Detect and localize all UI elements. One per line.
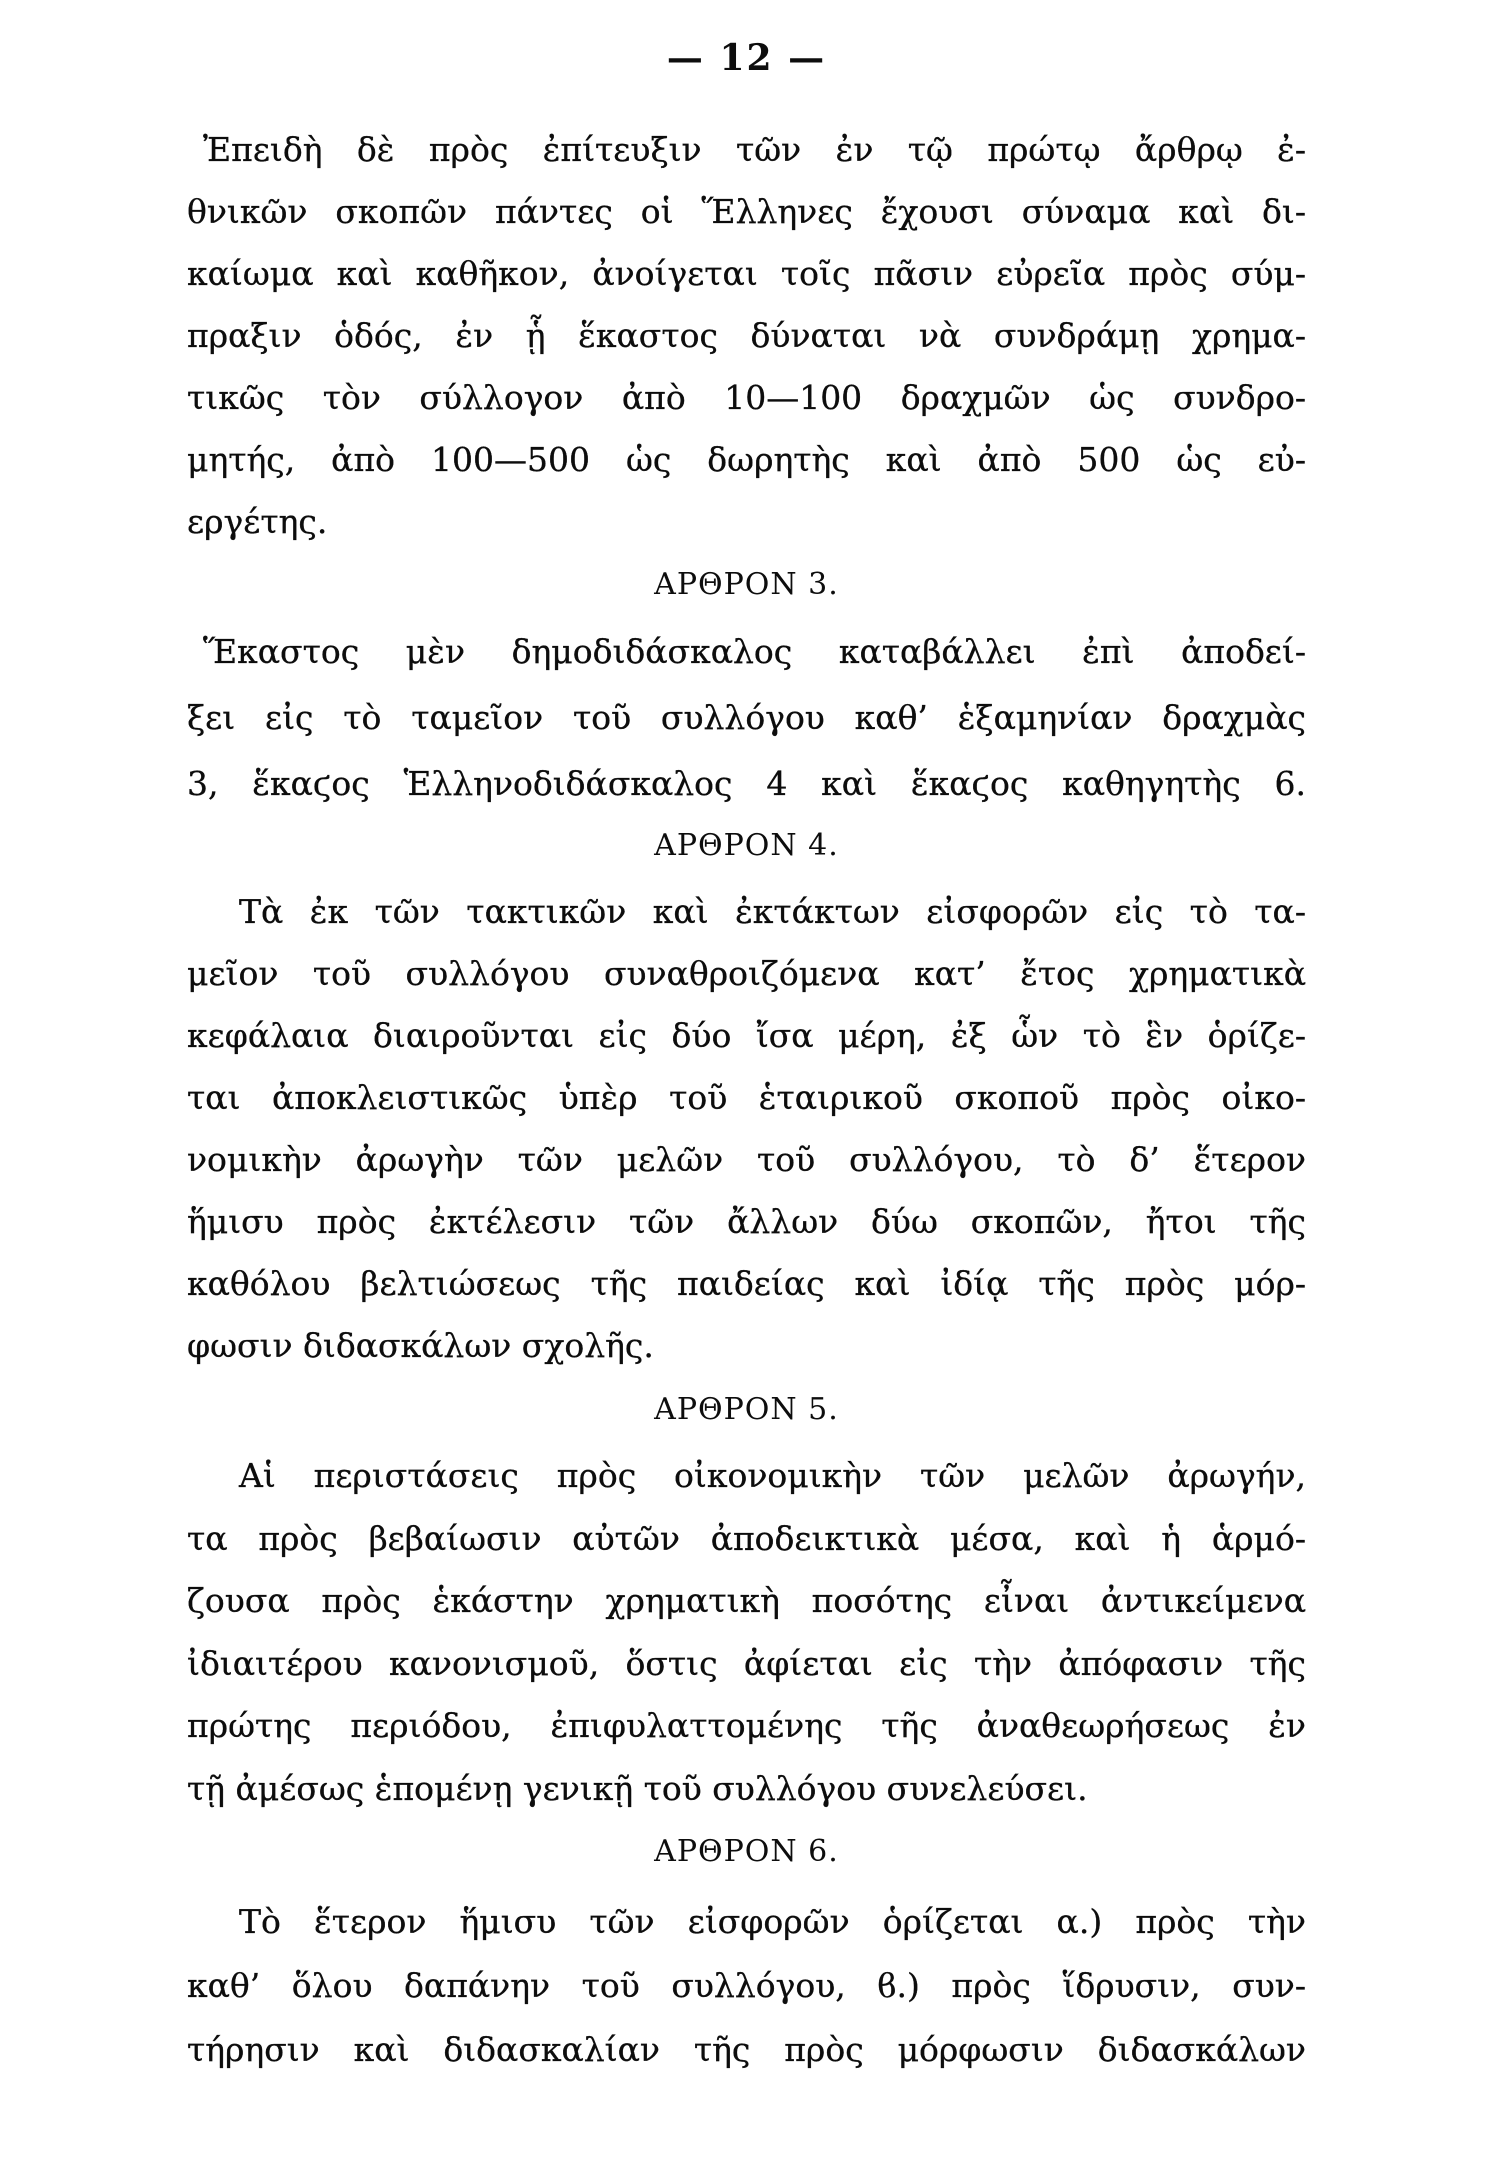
text-line: πρώτης περιόδου, ἐπιφυλαττομένης τῆς ἀναθεωρήσεως ἐν [187,1706,1306,1745]
text-line: Αἱ περιστάσεις πρὸς οἰκονομικὴν τῶν μελῶν ἀρωγήν, [239,1456,1306,1495]
article-paragraph [187,1890,1306,2082]
article-heading: ΑΡΘΡΟΝ 4. [654,828,839,863]
text-line: ζουσα πρὸς ἑκάστην χρηματικὴ ποσότης εἶναι ἀντικείμενα [187,1581,1306,1620]
text-line: φωσιν διδασκάλων σχολῆς. [187,1326,654,1365]
text-line: καθ’ ὅλου δαπάνην τοῦ συλλόγου, ϐ.) πρὸς ἵδρυσιν, συν- [187,1966,1306,2005]
page-number-header: — 12 — [666,37,827,79]
text-line: ἥμισυ πρὸς ἐκτέλεσιν τῶν ἄλλων δύω σκοπῶν, ἤτοι τῆς [187,1202,1306,1241]
text-line: Τὸ ἕτερον ἥμισυ τῶν εἰσφορῶν ὁρίζεται α.) πρὸς τὴν [239,1902,1306,1941]
text-line: πραξιν ὁδός, ἐν ᾗ ἕκαστος δύναται νὰ συνδράμῃ χρημα- [187,316,1306,355]
intro-paragraph [187,119,1306,553]
article-paragraph [187,881,1306,1377]
text-line: Τὰ ἐκ τῶν τακτικῶν καὶ ἐκτάκτων εἰσφορῶν εἰς τὸ τα- [239,892,1306,931]
text-line: θνικῶν σκοπῶν πάντες οἱ Ἕλληνες ἔχουσι σύναμα καὶ δι- [187,192,1306,231]
text-line: εργέτης. [187,502,328,541]
text-line: τα πρὸς βεβαίωσιν αὐτῶν ἀποδεικτικὰ μέσα, καὶ ἡ ἁρμό- [187,1518,1306,1558]
text-line: καθόλου βελτιώσεως τῆς παιδείας καὶ ἰδίᾳ τῆς πρὸς μόρ- [187,1264,1306,1303]
text-line: μεῖον τοῦ συλλόγου συναθροιζόμενα κατ’ ἔτος χρηματικὰ [187,954,1306,993]
text-line: κεφάλαια διαιροῦνται εἰς δύο ἴσα μέρη, ἐξ ὧν τὸ ἓν ὁρίζε- [187,1016,1306,1055]
text-line: ἰδιαιτέρου κανονισμοῦ, ὅστις ἀφίεται εἰς τὴν ἀπόφασιν τῆς [187,1643,1306,1683]
text-line: τήρησιν καὶ διδασκαλίαν τῆς πρὸς μόρφωσιν διδασκάλων [187,2030,1306,2069]
text-line: 3, ἕκαϛος Ἑλληνοδιδάσκαλος 4 καὶ ἕκαϛος καθηγητὴς 6. [187,764,1306,803]
text-line: μητής, ἀπὸ 100—500 ὡς δωρητὴς καὶ ἀπὸ 500 ὡς εὐ- [187,440,1306,479]
article-heading: ΑΡΘΡΟΝ 6. [654,1834,839,1869]
article-paragraph [187,1445,1306,1820]
text-line: καίωμα καὶ καθῆκον, ἀνοίγεται τοῖς πᾶσιν εὐρεῖα πρὸς σύμ- [187,254,1306,293]
text-line: τικῶς τὸν σύλλογον ἀπὸ 10—100 δραχμῶν ὡς συνδρο- [187,378,1306,417]
text-line: ξει εἰς τὸ ταμεῖον τοῦ συλλόγου καθ’ ἑξαμηνίαν δραχμὰς [187,698,1306,737]
text-line: Ἕκαστος μὲν δημοδιδάσκαλος καταβάλλει ἐπὶ ἀποδεί- [203,632,1306,671]
article-heading: ΑΡΘΡΟΝ 5. [654,1392,839,1427]
text-line: τῇ ἀμέσως ἑπομένῃ γενικῇ τοῦ συλλόγου συνελεύσει. [187,1768,1088,1808]
text-line: ται ἀποκλειστικῶς ὑπὲρ τοῦ ἑταιρικοῦ σκοποῦ πρὸς οἰκο- [187,1078,1306,1117]
article-heading: ΑΡΘΡΟΝ 3. [654,567,839,602]
text-line: νομικὴν ἀρωγὴν τῶν μελῶν τοῦ συλλόγου, τὸ δ’ ἕτερον [187,1140,1306,1179]
text-line: Ἐπειδὴ δὲ πρὸς ἐπίτευξιν τῶν ἐν τῷ πρώτῳ ἄρθρῳ ἐ- [203,130,1306,169]
article-paragraph [187,619,1306,817]
